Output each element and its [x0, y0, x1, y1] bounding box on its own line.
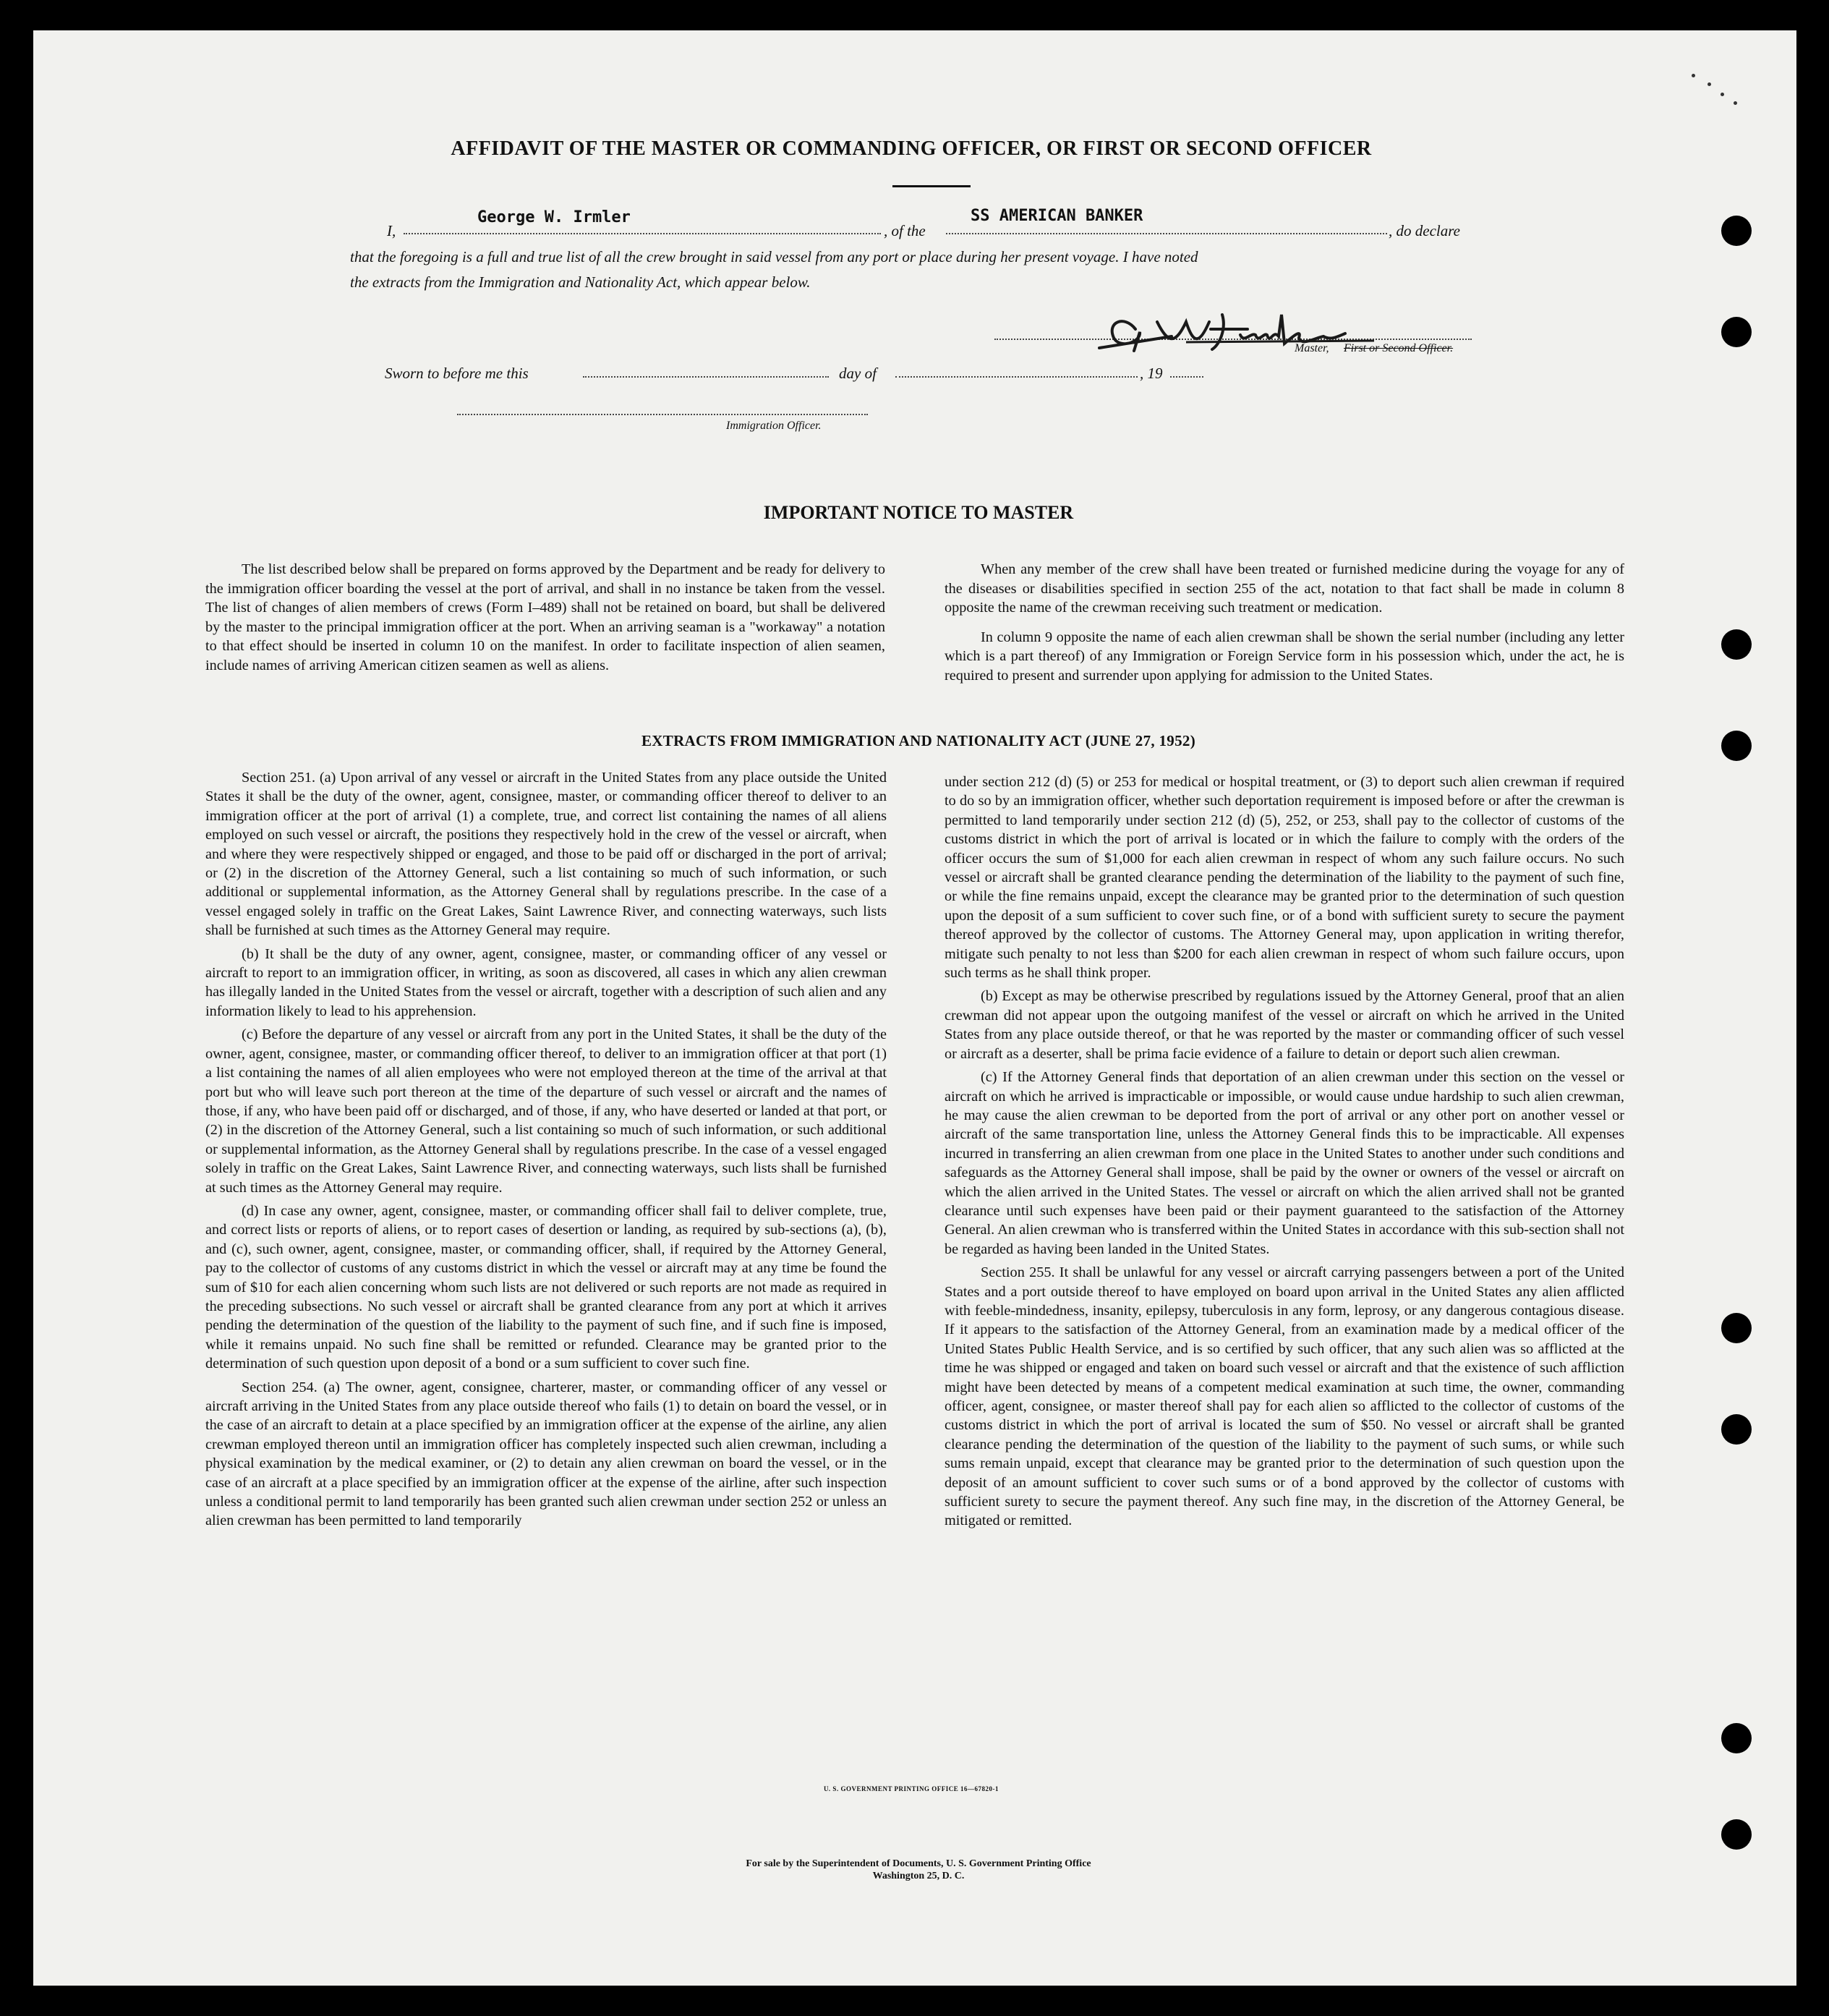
corner-specks — [1689, 71, 1747, 114]
officer-signature-line — [457, 414, 868, 415]
notice-title: IMPORTANT NOTICE TO MASTER — [763, 502, 1074, 523]
binder-hole — [1721, 1723, 1752, 1753]
notice-left-paragraph — [205, 560, 885, 678]
section-254-c: (c) If the Attorney General finds that deportation of an alien crewman under this section on the vessel or aircraft on which he arrived is impracticable or impossible, or would cause undue hardship to such alien crewman, he may cause the alien crewman to be deported from the port of arrival or any other port on another vessel or aircraft of the same transportation line, unless the Attorney General finds this to be impracticable. All expenses incurred in transferring an alien crewman from one place in the United States to another under such conditions and safeguards as the Attorney General shall impose, shall be paid by the owner or owners of the vessel or aircraft on which the alien arrived in the United States. The vessel or aircraft on which the alien arrived shall not be granted clearance until such expenses have been paid or their payment guaranteed to the satisfaction of the Attorney General. An alien crewman who is transferred within the United States in accordance with this sub-section shall not be regarded as having been landed in the United States. — [945, 1069, 1624, 1257]
printing-office-line: U. S. GOVERNMENT PRINTING OFFICE 16—67820-1 — [823, 1785, 999, 1792]
notice-left-text: The list described below shall be prepared on forms approved by the Department and be ready for delivery to the immigration officer boarding the vessel at the port of arrival, and shall in no instance be taken from the vessel. The list of changes of alien members of crews (Form I–489) shall not be retained on board, but shall be delivered by the master to the principal immigration officer at the port. When an arriving seaman is a "workaway" a notation to that effect should be inserted in column 10 on the manifest. In order to facilitate inspection of alien seamen, include names of arriving American citizen seamen as well as aliens. — [205, 561, 885, 673]
binder-hole — [1721, 1414, 1752, 1445]
i-label: I, — [387, 222, 396, 239]
master-name-field[interactable]: George W. Irmler — [477, 208, 631, 226]
master-signature — [1085, 300, 1389, 358]
notice-right-text-2: In column 9 opposite the name of each alien crewman shall be shown the serial number (including any letter which is a part thereof) of any Immigration or Foreign Service form in his possession which, under the act, he is required to present and surrender upon applying for admission to the United States. — [945, 629, 1624, 684]
for-sale-notice — [687, 1858, 1150, 1882]
sworn-day-line — [583, 376, 829, 378]
declaration-line-1: that the foregoing is a full and true list of all the crew brought in said vessel from any port or place during her present voyage. I have noted — [350, 248, 1198, 265]
vessel-field-line — [946, 233, 1387, 234]
binder-hole — [1721, 629, 1752, 660]
sworn-month-line — [895, 376, 1138, 378]
title-divider — [892, 185, 971, 187]
do-declare-label: , do declare — [1389, 222, 1460, 239]
vessel-name-field[interactable]: SS AMERICAN BANKER — [971, 207, 1143, 225]
section-251-c: (c) Before the departure of any vessel or aircraft from any port in the United States, it shall be the duty of the owner, agent, consignee, master, or commanding officer thereof, to deliver to an immigration officer at that port (1) a list containing the names of all alien employees who were not employed thereon at the time of the arrival at that port but who will leave such port thereon at the time of the departure of such vessel or aircraft and the names of those, if any, who have been paid off or discharged, and of those, if any, who have deserted or landed at that port, or (2) in the discretion of the Attorney General, such a list containing so much of such information, or such additional or supplemental information, as the Attorney General shall by regulations prescribe. In the case of a vessel engaged solely in traffic on the Great Lakes, Saint Lawrence River, and connecting waterways, such lists shall be furnished at such times as the Attorney General may require. — [205, 1026, 887, 1196]
immigration-officer-label: Immigration Officer. — [726, 420, 822, 432]
binder-hole — [1721, 317, 1752, 347]
section-251-b: (b) It shall be the duty of any owner, agent, consignee, master, or commanding officer of any vessel or aircraft to report to an immigration officer, in writing, as soon as discovered, all cases in which any alien crewman has illegally landed in the United States from the vessel or aircraft, together with a description of such alien and any information likely to lead to his apprehension. — [205, 945, 887, 1019]
section-254-a: Section 254. (a) The owner, agent, consignee, charterer, master, or commanding officer of any vessel or aircraft arriving in the United States from any place outside thereof who fails (1) to detain on board the vessel, or in the case of an aircraft to detain at a place specified by an immigration officer at the expense of the airline, any alien crewman employed thereon until an immigration officer has completely inspected such alien crewman, including a physical examination by the medical examiner, or (2) to detain any alien crewman on board the vessel, or in the case of an aircraft at a place specified by an immigration officer at the expense of the airline, after such inspection unless a conditional permit to land temporarily has been granted such alien crewman under section 252 or unless an alien crewman has been permitted to land temporarily — [205, 1379, 887, 1529]
name-field-line — [404, 233, 881, 234]
of-the-label: , of the — [884, 222, 926, 239]
extracts-title: EXTRACTS FROM IMMIGRATION AND NATIONALITY ACT (JUNE 27, 1952) — [641, 732, 1195, 749]
signature-caption-master: Master, — [1295, 342, 1329, 354]
affidavit-title: AFFIDAVIT OF THE MASTER OR COMMANDING OFFICER, OR FIRST OR SECOND OFFICER — [451, 137, 1372, 160]
sworn-year-line — [1170, 376, 1203, 378]
binder-hole — [1721, 731, 1752, 761]
binder-hole — [1721, 216, 1752, 246]
section-255: Section 255. It shall be unlawful for any vessel or aircraft carrying passengers between a port of the United States and a port outside thereof to have employed on board upon arrival in the United States any alien afflicted with feeble-mindedness, insanity, epilepsy, tuberculosis in any form, leprosy, or any dangerous contagious disease. If it appears to the satisfaction of the Attorney General, from an examination made by a medical officer of the United States Public Health Service, and is so certified by such officer, that any such alien was so afflicted at the time he was shipped or engaged and taken on board such vessel or aircraft and that the existence of such affliction might have been detected by means of a competent medical examination at such time, the owner, commanding officer, agent, consignee, or master thereof shall pay for each alien so afflicted to the collector of customs of the customs district in which the port of arrival is located the sum of $50. No vessel or aircraft shall be granted clearance pending the determination of the question of the liability to the payment of such sums, or while such sums remain unpaid, except that clearance may be granted prior to the determination of such question upon the deposit of an amount sufficient to cover such sums or of a bond approved by the collector of customs with sufficient surety to secure the payment thereof. Any such fine may, in the discretion of the Attorney General, be mitigated or remitted. — [945, 1264, 1624, 1529]
section-254-b: (b) Except as may be otherwise prescribed by regulations issued by the Attorney General, proof that an alien crewman did not appear upon the outgoing manifest of the vessel or aircraft on which he arrived in the United States from any place outside thereof, or that he was reported by the master or commanding officer of such vessel or aircraft as a deserter, shall be prima facie evidence of a failure to detain or deport such alien crewman. — [945, 988, 1624, 1062]
signature-caption-struck: First or Second Officer. — [1344, 342, 1454, 354]
binder-hole — [1721, 1313, 1752, 1343]
section-251-a: Section 251. (a) Upon arrival of any vessel or aircraft in the United States from any place outside the United States it shall be the duty of the owner, agent, consignee, master, or commanding officer thereof to deliver to an immigration officer at the port of arrival (1) a complete, true, and correct list containing the names of all aliens employed on such vessel or aircraft, the positions they respectively hold in the crew of the vessel or aircraft, when and where they were respectively shipped or engaged, and those to be paid off or discharged in the port of arrival; or (2) in the discretion of the Attorney General, such a list containing so much of such information, or such additional or supplemental information, as the Attorney General shall by regulations prescribe. In the case of a vessel engaged solely in traffic on the Great Lakes, Saint Lawrence River, and connecting waterways, such lists shall be furnished at such times as the Attorney General may require. — [205, 770, 887, 939]
sworn-label: Sworn to before me this — [385, 365, 529, 382]
binder-hole — [1721, 1819, 1752, 1850]
for-sale-line-1: For sale by the Superintendent of Documents, U. S. Government Printing Office — [746, 1858, 1091, 1869]
for-sale-line-2: Washington 25, D. C. — [872, 1871, 965, 1881]
declaration-line-2: the extracts from the Immigration and Nationality Act, which appear below. — [350, 273, 811, 291]
notice-right-paragraphs — [945, 560, 1624, 688]
section-251-d: (d) In case any owner, agent, consignee, master, or commanding officer shall fail to deliver complete, true, and correct lists or reports of aliens, or to report cases of desertion or landing, as required by sub-sections (a), (b), and (c), such owner, agent, consignee, master, or commanding officer, shall, if required by the Attorney General, pay to the collector of customs of any customs district in which the vessel or aircraft may at any time be found the sum of $10 for each alien concerning whom such lists are not delivered or such reports are not made as required in the preceding subsections. No such vessel or aircraft shall be granted clearance from any port at which it arrives pending the determination of the question of the liability to the payment of such fine, and if such fine is imposed, while it remains unpaid. No such fine shall be remitted or refunded. Clearance may be granted prior to the determination of such question upon deposit of a bond or a sum sufficient to cover such fine. — [205, 1202, 887, 1372]
extracts-left-column — [205, 768, 887, 1535]
extracts-right-column — [945, 773, 1624, 1535]
year-label: , 19 — [1140, 365, 1163, 382]
notice-right-text-1: When any member of the crew shall have been treated or furnished medicine during the voyage for any of the diseases or disabilities specified in section 255 of the act, notation to that fact shall be made in column 8 opposite the name of the crewman receiving such treatment or medication. — [945, 561, 1624, 616]
day-of-label: day of — [839, 365, 877, 382]
section-254-a-continued: under section 212 (d) (5) or 253 for medical or hospital treatment, or (3) to deport such alien crewman if required to do so by an immigration officer, whether such deportation requirement is imposed before or after the crewman is permitted to land temporarily under section 212 (d) (5), 252, or 253, shall pay to the collector of customs of the customs district in which the port of arrival is located or in which the failure to comply with the orders of the officer occurs the sum of $1,000 for each alien crewman in respect of whom any such failure occurs. No such vessel or aircraft shall be granted clearance pending the determination of the liability to the payment of such fine, or while the fine remains unpaid, except the clearance may be granted prior to the determination of such question upon the deposit of a sum sufficient to cover such fine, or of a bond with sufficient surety to secure the payment thereof approved by the collector of customs. The Attorney General may, upon application in writing therefor, mitigate such penalty to not less than $200 for each alien crewman in respect of whom such failure occurs, upon such terms as he shall think proper. — [945, 774, 1624, 982]
